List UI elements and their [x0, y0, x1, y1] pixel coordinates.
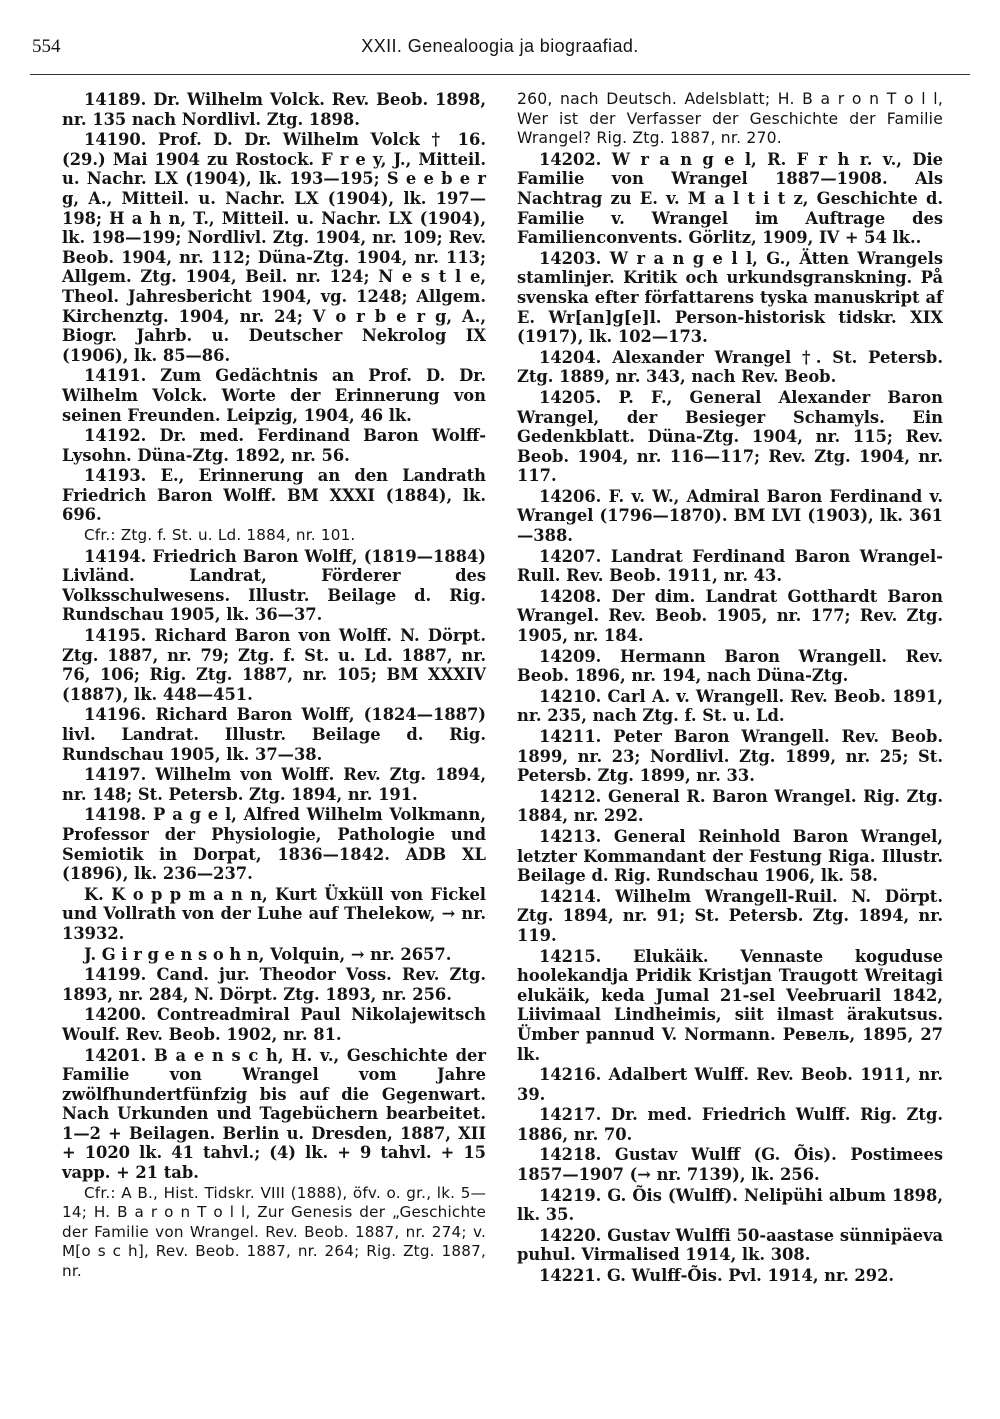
entry-text: E., Erinnerung an den Landrath Friedrich Baron Wolff. BM XXXI (1884), lk. 696.	[62, 466, 487, 525]
entry-text: Prof. D. Dr. Wilhelm Volck † 16. (29.) Mai 1904 zu Rostock. F r e y, J., Mitteil. u. Nachr. LX (1904), lk. 193—195; S e e b e r g, A., Mitteil. u. Nachr. LX (1904), lk. 197—198; H a h n, T., Mitteil. u. Nachr. LX (1904), lk. 198—199; Nordlivl. Ztg. 1904, nr. 109; Rev. Beob. 1904, nr. 112; Düna-Ztg. 1904, nr. 113; Allgem. Ztg. 1904, Beil. nr. 124; N e s t l e, Theol. Jahresbericht 1904, vg. 1248; Allgem. Kirchenztg. 1904, nr. 24; V o r b e r g, A., Biogr. Jahrb. u. Deutscher Nekrolog IX (1906), lk. 85—86.	[62, 130, 486, 365]
bibliography-entry	[517, 787, 943, 826]
entry-text: Richard Baron Wolff, (1824—1887) livl. Landrat. Illustr. Beilage d. Rig. Rundschau 1905, lk. 37—38.	[62, 705, 487, 764]
header-rule	[30, 74, 970, 75]
bibliography-entry	[517, 388, 943, 486]
entry-text: Gustav Wulffi 50-aastase sünnipäeva puhul. Virmalised 1914, lk. 308.	[517, 1225, 943, 1265]
entry-number: 14214.	[539, 886, 602, 906]
entry-text: Contreadmiral Paul Nikolajewitsch Woulf. Rev. Beob. 1902, nr. 81.	[62, 1005, 486, 1044]
bibliography-entry	[62, 426, 486, 465]
bibliography-entry	[517, 587, 943, 646]
entry-text: General R. Baron Wrangel. Rig. Ztg. 1884, nr. 292.	[517, 786, 943, 826]
entry-text: J. G i r g e n s o h n, Volquin, → nr. 2657.	[84, 944, 452, 964]
entry-number: 14193.	[84, 466, 147, 486]
citation-note	[62, 526, 486, 546]
bibliography-entry	[62, 1046, 486, 1183]
entry-number: 14207.	[539, 546, 602, 566]
entry-text: Cand. jur. Theodor Voss. Rev. Ztg. 1893, nr. 284, N. Dörpt. Ztg. 1893, nr. 256.	[62, 965, 487, 1004]
entry-text: Adalbert Wulff. Rev. Beob. 1911, nr. 39.	[517, 1065, 944, 1104]
bibliography-entry	[62, 765, 486, 804]
bibliography-entry	[62, 885, 486, 944]
entry-text: Elukäik. Vennaste koguduse hoolekandja Pridik Kristjan Traugott Wreitagi elukäik, keda Jumal 21-sel Veebruaril 1842, Liivimaal Lindheimis, siit ilmast ärakutsus. Ümber pannud V. Normann. Ревель, 1895, 27 lk.	[517, 946, 944, 1064]
bibliography-entry	[517, 150, 943, 248]
entry-text: W r a n g e l, R. F r h r. v., Die Familie von Wrangel 1887—1908. Als Nachtrag zu E. v. M a l t i t z, Geschichte d. Familie v. Wrangel im Auftrage des Familienconvents. Görlitz, 1909, IV + 54 lk..	[517, 149, 944, 248]
entry-text: Gustav Wulff (G. Õis). Postimees 1857—1907 (→ nr. 7139), lk. 256.	[517, 1145, 944, 1185]
citation-note	[62, 1184, 486, 1282]
bibliography-entry	[517, 827, 943, 886]
bibliography-entry	[517, 1186, 943, 1225]
entry-number: 14205.	[539, 387, 602, 407]
entry-number: 14189.	[84, 90, 147, 109]
entry-text: Dr. med. Friedrich Wulff. Rig. Ztg. 1886, nr. 70.	[517, 1105, 944, 1144]
entry-number: 14212.	[539, 786, 602, 806]
entry-number: 14191.	[84, 366, 147, 386]
entry-text: Wilhelm Wrangell-Ruil. N. Dörpt. Ztg. 1894, nr. 91; St. Petersb. Ztg. 1894, nr. 119.	[517, 886, 943, 945]
entry-text: W r a n g e l l, G., Ätten Wrangels stamlinjer. Kritik och urkundsgranskning. På svenska efter författarens tyska manuskript af E. Wr[an]g[e]l. Person-historisk tidskr. XIX (1917), lk. 102—173.	[517, 248, 943, 347]
bibliography-entry	[62, 626, 486, 704]
entry-number: 14195.	[84, 626, 147, 646]
entry-text: Richard Baron von Wolff. N. Dörpt. Ztg. 1887, nr. 79; Ztg. f. St. u. Ld. 1887, nr. 76, 106; Rig. Ztg. 1887, nr. 105; BM XXXIV (1887), lk. 448—451.	[62, 626, 486, 704]
page-number: 554	[32, 36, 61, 57]
entry-number: 14202.	[539, 149, 602, 169]
entry-number: 14198.	[84, 805, 147, 825]
entry-number: 14211.	[539, 727, 602, 746]
bibliography-entry	[517, 887, 943, 946]
entry-number: 14190.	[84, 130, 147, 150]
bibliography-entry	[62, 466, 486, 525]
entry-number: 14208.	[539, 586, 602, 606]
entry-number: 14200.	[84, 1005, 147, 1025]
entry-text: Wilhelm von Wolff. Rev. Ztg. 1894, nr. 148; St. Petersb. Ztg. 1894, nr. 191.	[62, 765, 486, 804]
entry-text: F. v. W., Admiral Baron Ferdinand v. Wrangel (1796—1870). BM LVI (1903), lk. 361—388.	[517, 486, 943, 546]
entry-number: 14209.	[539, 646, 602, 666]
entry-number: 14197.	[84, 765, 147, 785]
entry-number: 14213.	[539, 826, 602, 846]
entry-text: Carl A. v. Wrangell. Rev. Beob. 1891, nr. 235, nach Ztg. f. St. u. Ld.	[517, 686, 944, 726]
bibliography-entry	[517, 687, 943, 726]
entry-number: 14196.	[84, 705, 147, 725]
entry-text: Dr. Wilhelm Volck. Rev. Beob. 1898, nr. 135 nach Nordlivl. Ztg. 1898.	[62, 90, 487, 129]
entry-number: 14199.	[84, 965, 147, 985]
citation-note	[517, 90, 943, 149]
bibliography-entry	[517, 249, 943, 347]
entry-text: Hermann Baron Wrangell. Rev. Beob. 1896, nr. 194, nach Düna-Ztg.	[517, 646, 943, 686]
entry-number: 14204.	[539, 347, 602, 367]
bibliography-entry	[62, 90, 486, 129]
entry-text: Cfr.: A B., Hist. Tidskr. VIII (1888), öfv. o. gr., lk. 5—14; H. B a r o n T o l l, Zur Genesis der „Geschichte der Familie von Wrangel. Rev. Beob. 1887, nr. 274; v. M[o s c h], Rev. Beob. 1887, nr. 264; Rig. Ztg. 1887, nr.	[62, 1183, 486, 1281]
bibliography-entry	[62, 945, 486, 965]
entry-text: General Reinhold Baron Wrangel, letzter Kommandant der Festung Riga. Illustr. Beilage d. Rig. Rundschau 1906, lk. 58.	[517, 826, 943, 886]
bibliography-entry	[517, 647, 943, 686]
bibliography-entry	[62, 130, 486, 365]
bibliography-entry	[62, 366, 486, 425]
entry-number: 14219.	[539, 1185, 602, 1205]
bibliography-entry	[517, 727, 943, 786]
bibliography-entry	[517, 1226, 943, 1265]
entry-number: 14215.	[539, 946, 602, 966]
entry-number: 14216.	[539, 1065, 602, 1085]
bibliography-entry	[517, 547, 943, 586]
entry-number: 14221.	[539, 1266, 602, 1286]
entry-text: 260, nach Deutsch. Adelsblatt; H. B a r o n T o l l, Wer ist der Verfasser der Geschichte der Familie Wrangel? Rig. Ztg. 1887, nr. 270.	[517, 90, 943, 148]
entry-number: 14210.	[539, 686, 602, 706]
bibliography-entry	[62, 705, 486, 764]
entry-text: B a e n s c h, H. v., Geschichte der Familie von Wrangel vom Jahre zwölfhundertfünfzig bis auf die Gegenwart. Nach Urkunden und Tagebüchern bearbeitet. 1—2 + Beilagen. Berlin u. Dresden, 1887, XII + 1020 lk. 41 tahvl.; (4) lk. + 9 tahvl. + 15 vapp. + 21 tab.	[62, 1045, 486, 1183]
bibliography-entry	[62, 1005, 486, 1044]
entry-text: Der dim. Landrat Gotthardt Baron Wrangel. Rev. Beob. 1905, nr. 177; Rev. Ztg. 1905, nr. 184.	[517, 586, 943, 646]
page-header	[30, 30, 970, 70]
entry-text: Alexander Wrangel †. St. Petersb. Ztg. 1889, nr. 343, nach Rev. Beob.	[517, 347, 943, 387]
entry-number: 14194.	[84, 546, 147, 566]
entry-number: 14217.	[539, 1105, 602, 1125]
running-title: XXII. Genealoogia ja biograafiad.	[361, 36, 639, 56]
entry-text: Zum Gedächtnis an Prof. D. Dr. Wilhelm Volck. Worte der Erinnerung von seinen Freunden. Leipzig, 1904, 46 lk.	[62, 366, 487, 425]
entry-text: K. K o p p m a n n, Kurt Üxküll von Fickel und Vollrath von der Luhe auf Thelekow, → nr. 13932.	[62, 884, 486, 943]
entry-text: P. F., General Alexander Baron Wrangel, der Besieger Schamyls. Ein Gedenkblatt. Düna-Ztg. 1904, nr. 115; Rev. Beob. 1904, nr. 116—117; Rev. Ztg. 1904, nr. 117.	[517, 387, 944, 486]
entry-number: 14206.	[539, 486, 602, 506]
entry-text: Landrat Ferdinand Baron Wrangel-Rull. Rev. Beob. 1911, nr. 43.	[517, 546, 943, 586]
bibliography-entry	[517, 947, 943, 1065]
bibliography-entry	[517, 487, 943, 546]
bibliography-entry	[517, 1266, 943, 1286]
bibliography-entry	[517, 1065, 943, 1104]
bibliography-entry	[517, 1105, 943, 1144]
entry-text: Dr. med. Ferdinand Baron Wolff-Lysohn. Düna-Ztg. 1892, nr. 56.	[62, 426, 486, 465]
bibliography-entry	[517, 348, 943, 387]
entry-number: 14218.	[539, 1145, 602, 1165]
bibliography-entry	[62, 965, 486, 1004]
bibliography-entry	[517, 1145, 943, 1184]
entry-text: Peter Baron Wrangell. Rev. Beob. 1899, nr. 23; Nordlivl. Ztg. 1899, nr. 25; St. Petersb. Ztg. 1899, nr. 33.	[517, 727, 943, 786]
entry-text: Cfr.: Ztg. f. St. u. Ld. 1884, nr. 101.	[84, 526, 356, 545]
entry-number: 14203.	[539, 248, 602, 268]
bibliography-entry	[62, 805, 486, 883]
entry-text: G. Wulff-Õis. Pvl. 1914, nr. 292.	[606, 1266, 895, 1286]
left-column	[62, 90, 486, 1283]
entry-number: 14201.	[84, 1045, 147, 1065]
entry-number: 14192.	[84, 426, 147, 446]
entry-text: P a g e l, Alfred Wilhelm Volkmann, Professor der Physiologie, Pathologie und Semiotik in Dorpat, 1836—1842. ADB XL (1896), lk. 236—237.	[62, 805, 486, 884]
entry-text: Friedrich Baron Wolff, (1819—1884) Livländ. Landrat, Förderer des Volksschulwesens. Illustr. Beilage d. Rig. Rundschau 1905, lk. 36—37.	[62, 546, 487, 625]
entry-number: 14220.	[539, 1225, 602, 1245]
bibliography-entry	[62, 547, 486, 625]
entry-text: G. Õis (Wulff). Nelipühi album 1898, lk. 35.	[517, 1185, 943, 1225]
right-column	[517, 90, 943, 1287]
